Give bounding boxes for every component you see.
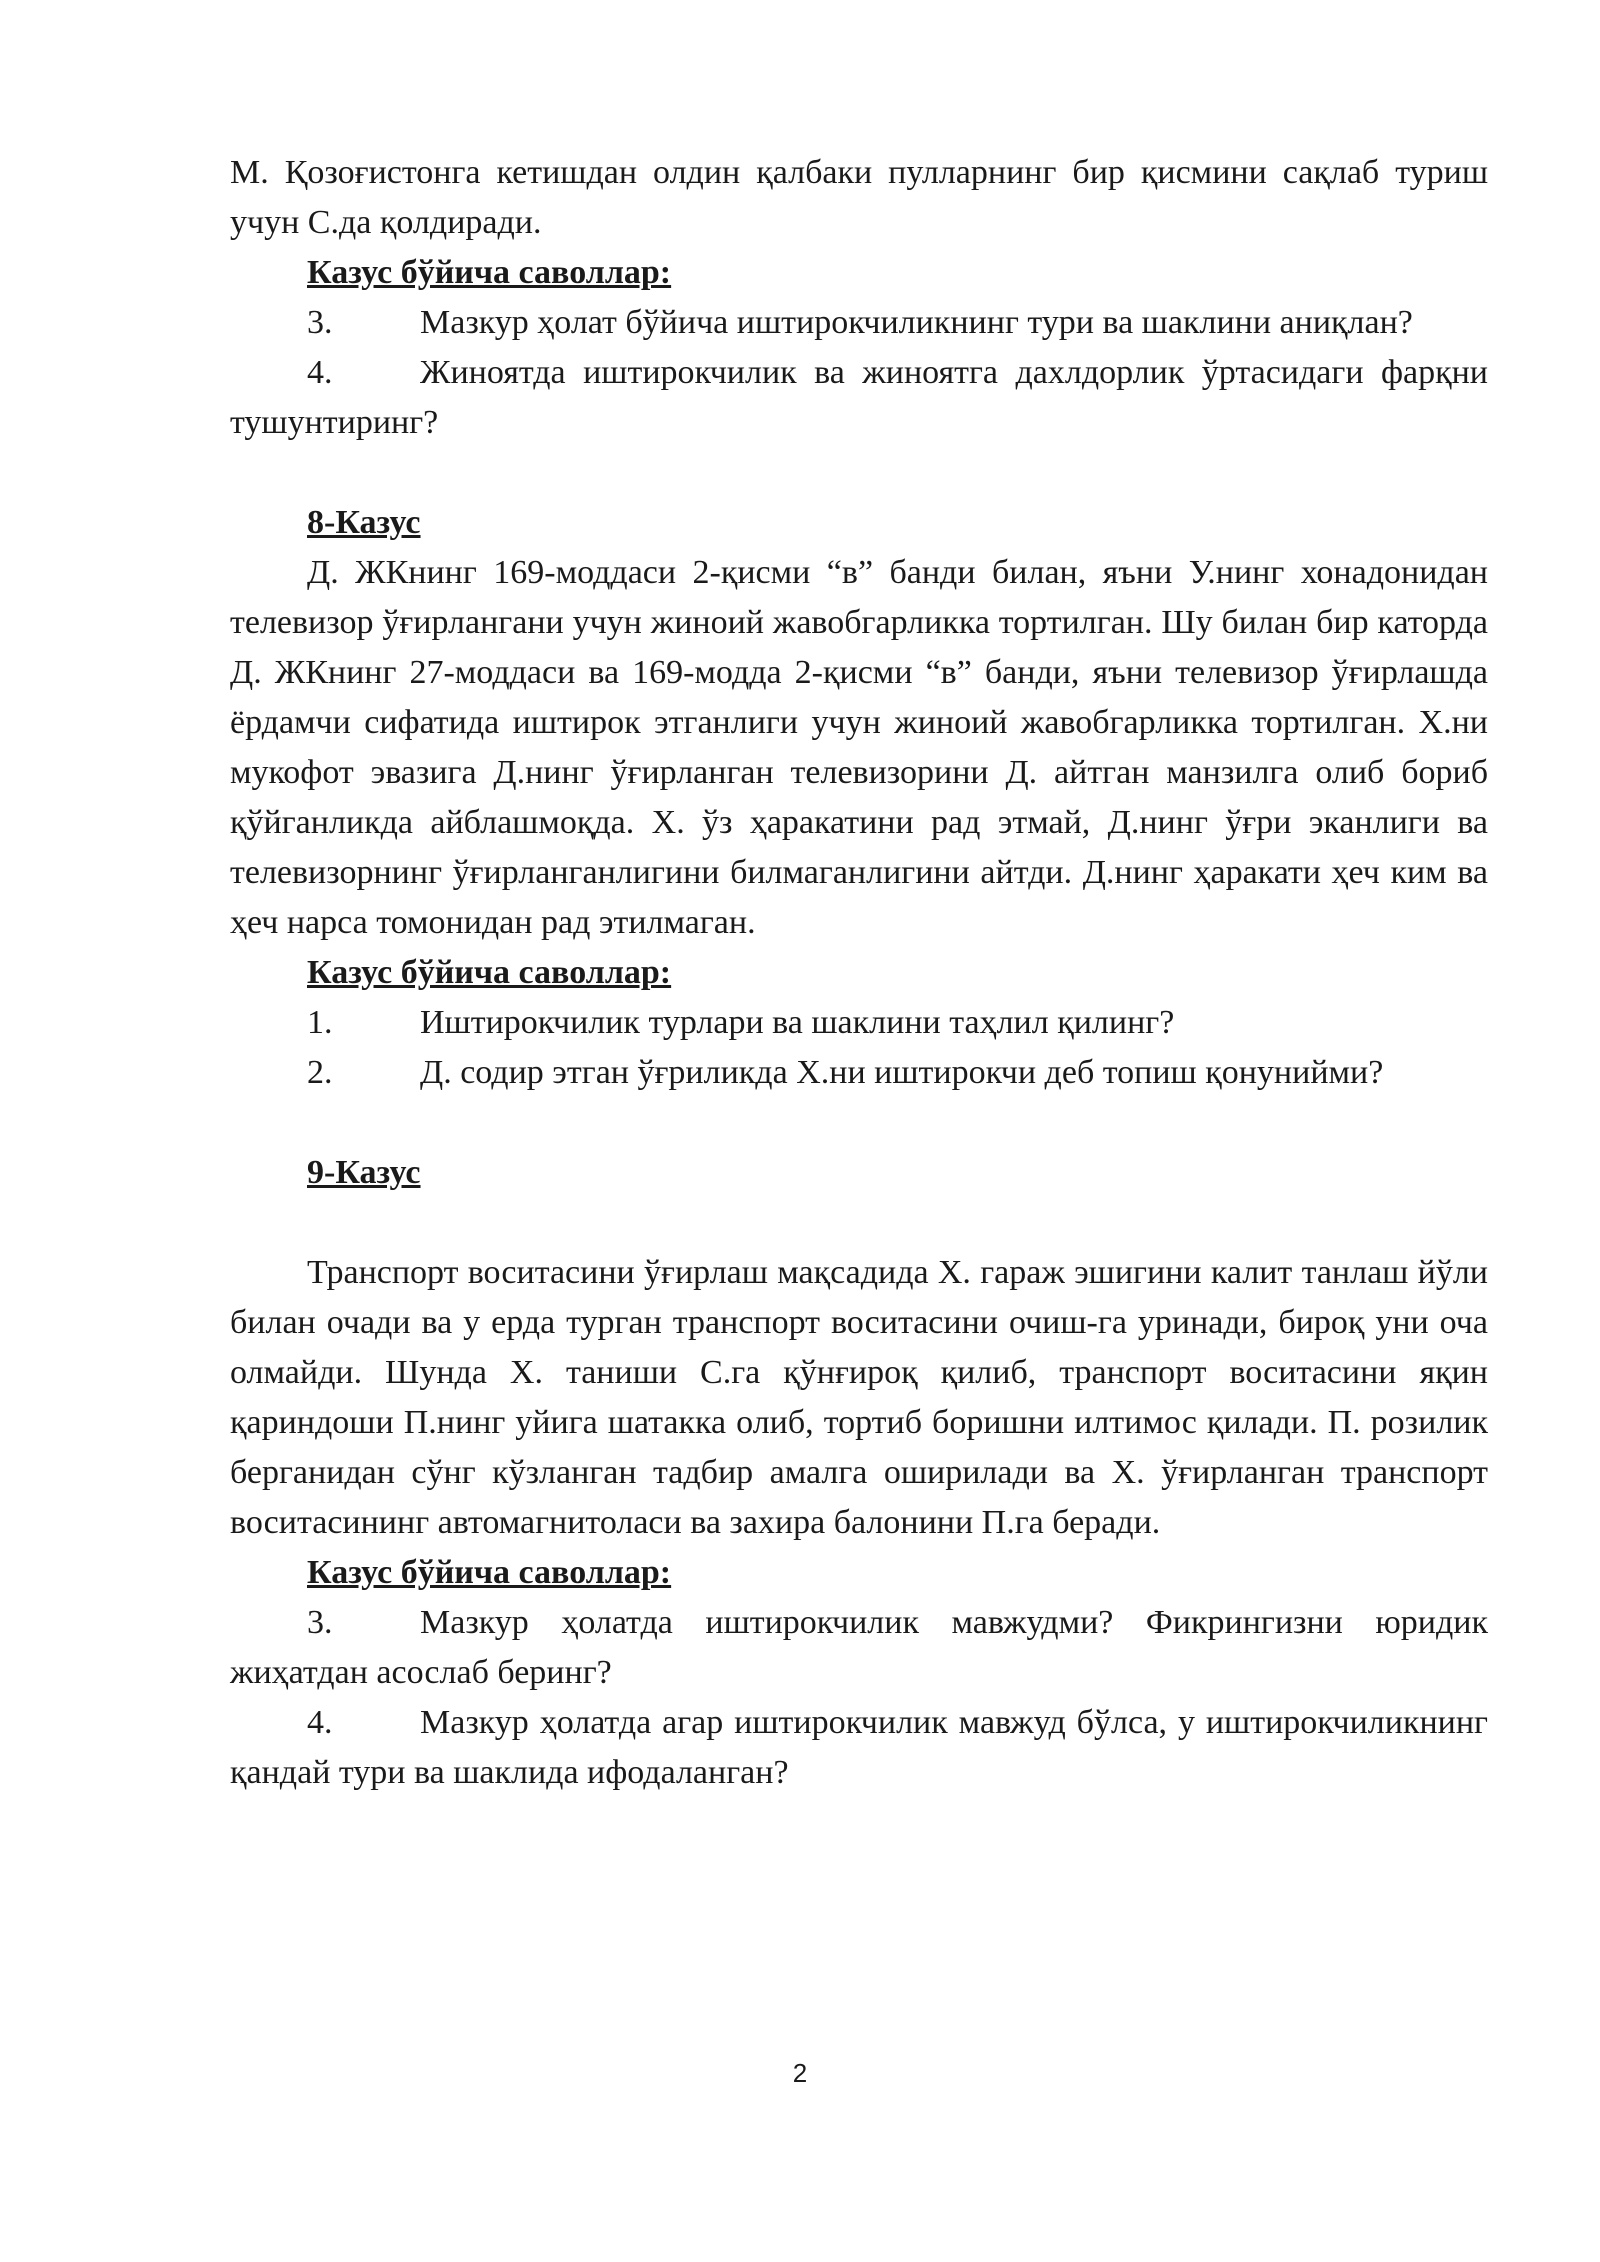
- case-9-title: 9-Казус: [307, 1154, 421, 1191]
- spacer: [230, 1098, 1488, 1148]
- question-number: 4.: [307, 354, 333, 391]
- question-number: 1.: [307, 1004, 333, 1041]
- question-text: Мазкур ҳолат бўйича иштирокчиликнинг тури ва шаклини аниқлан?: [420, 304, 1413, 341]
- question-item: [230, 298, 1488, 348]
- case-8-title: 8-Казус: [307, 504, 421, 541]
- question-item: [230, 1598, 1488, 1698]
- question-item: [230, 348, 1488, 448]
- questions-heading: Казус бўйича саволлар:: [307, 1554, 672, 1591]
- page-number: 2: [792, 2058, 808, 2088]
- question-number: 2.: [307, 1054, 333, 1091]
- questions-heading: Казус бўйича саволлар:: [307, 954, 672, 991]
- question-number: 4.: [307, 1704, 333, 1741]
- question-number: 3.: [307, 1604, 333, 1641]
- document-page: [230, 148, 1488, 1798]
- question-item: [230, 1048, 1488, 1098]
- question-item: [230, 1698, 1488, 1798]
- intro-paragraph: М. Қозоғистонга кетишдан олдин қалбаки пулларнинг бир қисмини сақлаб туриш учун С.да қолдиради.: [230, 154, 1488, 241]
- spacer: [230, 1198, 1488, 1248]
- question-text: Мазкур ҳолатда иштирокчилик мавжудми? Фикрингизни юридик жиҳатдан асослаб беринг?: [230, 1604, 1488, 1691]
- spacer: [230, 448, 1488, 498]
- questions-heading: Казус бўйича саволлар:: [307, 254, 672, 291]
- question-text: Жиноятда иштирокчилик ва жиноятга дахлдорлик ўртасидаги фарқни тушунтиринг?: [230, 354, 1488, 441]
- question-text: Д. содир этган ўғриликда Х.ни иштирокчи деб топиш қонунийми?: [420, 1054, 1384, 1091]
- question-number: 3.: [307, 304, 333, 341]
- question-item: [230, 998, 1488, 1048]
- case-9-body: Транспорт воситасини ўғирлаш мақсадида Х. гараж эшигини калит танлаш йўли билан очади ва у ерда турган транспорт воситасини очиш-га уринади, бироқ уни оча олмайди. Шунда Х. таниши С.га қўнғироқ қилиб, транспорт воситасини яқин қариндоши П.нинг уйига шатакка олиб, тортиб боришни илтимос қилади. П. розилик берганидан сўнг кўзланган тадбир амалга оширилади ва Х. ўғирланган транспорт воситасининг автомагнитоласи ва захира балонини П.га беради.: [230, 1254, 1488, 1541]
- case-8-body: Д. ЖКнинг 169-моддаси 2-қисми “в” банди билан, яъни У.нинг хонадонидан телевизор ўғирлангани учун жиноий жавобгарликка тортилган. Шу билан бир каторда Д. ЖКнинг 27-моддаси ва 169-модда 2-қисми “в” банди, яъни телевизор ўғирлашда ёрдамчи сифатида иштирок этганлиги учун жиноий жавобгарликка тортилган. Х.ни мукофот эвазига Д.нинг ўғирланган телевизорини Д. айтган манзилга олиб бориб қўйганликда айблашмоқда. Х. ўз ҳаракатини рад этмай, Д.нинг ўғри эканлиги ва телевизорнинг ўғирланганлигини билмаганлигини айтди. Д.нинг ҳаракати ҳеч ким ва ҳеч нарса томонидан рад этилмаган.: [230, 554, 1488, 941]
- question-text: Иштирокчилик турлари ва шаклини таҳлил қилинг?: [420, 1004, 1175, 1041]
- question-text: Мазкур ҳолатда агар иштирокчилик мавжуд бўлса, у иштирокчиликнинг қандай тури ва шаклида ифодаланган?: [230, 1704, 1488, 1791]
